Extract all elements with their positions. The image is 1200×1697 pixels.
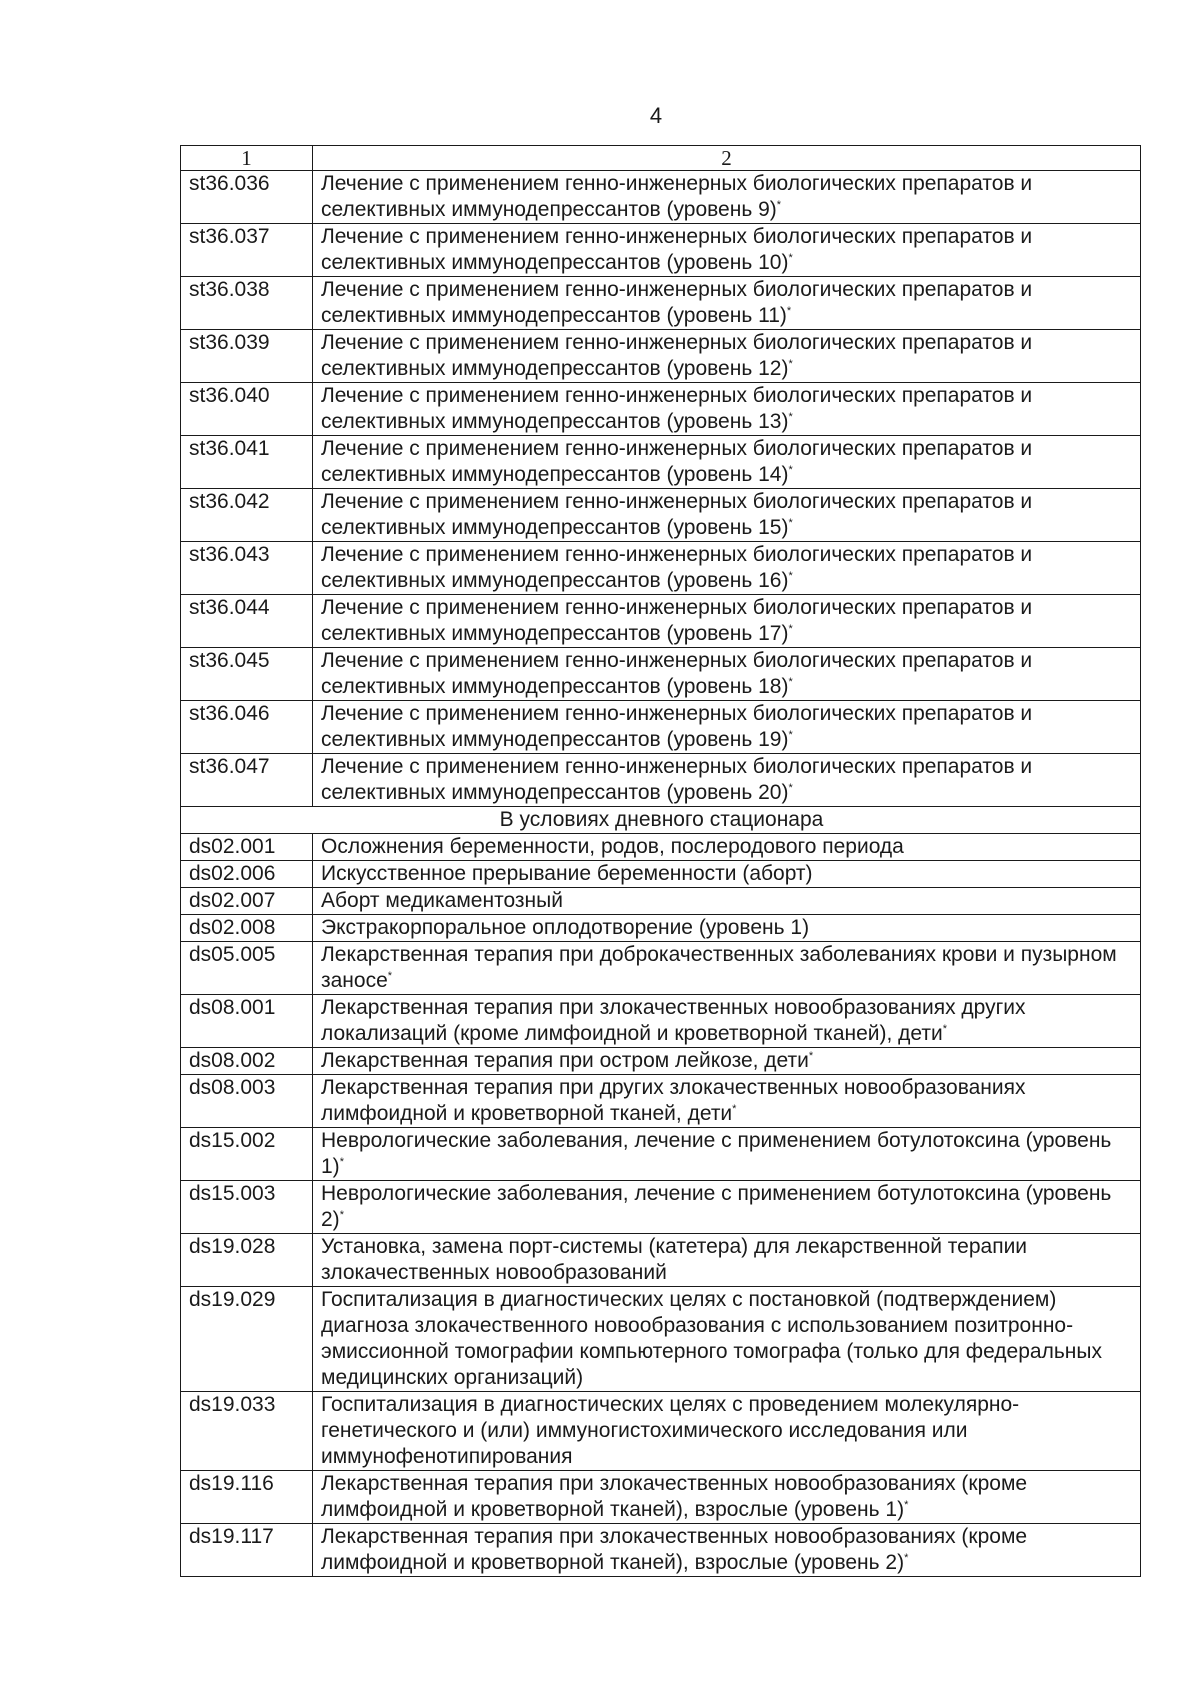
row-description — [313, 489, 1141, 542]
row-description — [313, 1234, 1141, 1287]
row-description-text: Лечение с применением генно-инженерных биологических препаратов и селективных иммунодепрессантов (уровень 10) — [321, 225, 1033, 274]
table-row — [181, 1234, 1141, 1287]
row-code: ds19.116 — [181, 1471, 313, 1524]
table-row — [181, 1471, 1141, 1524]
row-description-text: Аборт медикаментозный — [321, 889, 563, 912]
row-description — [313, 330, 1141, 383]
row-description — [313, 754, 1141, 807]
row-description — [313, 701, 1141, 754]
row-description-text: Лечение с применением генно-инженерных биологических препаратов и селективных иммунодепрессантов (уровень 11) — [321, 278, 1033, 327]
row-code: st36.044 — [181, 595, 313, 648]
table-header-row — [181, 146, 1141, 171]
row-description — [313, 834, 1141, 861]
row-code: ds02.007 — [181, 888, 313, 915]
table-row — [181, 542, 1141, 595]
row-code: ds05.005 — [181, 942, 313, 995]
table-row — [181, 1392, 1141, 1471]
footnote-marker: * — [339, 1156, 344, 1168]
row-description — [313, 995, 1141, 1048]
table-row — [181, 277, 1141, 330]
row-code: st36.042 — [181, 489, 313, 542]
table-row — [181, 1524, 1141, 1577]
table-row — [181, 834, 1141, 861]
row-code: st36.047 — [181, 754, 313, 807]
table-row — [181, 224, 1141, 277]
row-code: ds15.002 — [181, 1128, 313, 1181]
row-description-text: Лечение с применением генно-инженерных биологических препаратов и селективных иммунодепрессантов (уровень 18) — [321, 649, 1033, 698]
footnote-marker: * — [904, 1499, 909, 1511]
header-col-2: 2 — [313, 146, 1141, 171]
table-row — [181, 1128, 1141, 1181]
row-code: st36.039 — [181, 330, 313, 383]
footnote-marker: * — [788, 464, 793, 476]
row-code: st36.043 — [181, 542, 313, 595]
row-description — [313, 171, 1141, 224]
row-description-text: Лечение с применением генно-инженерных биологических препаратов и селективных иммунодепрессантов (уровень 16) — [321, 543, 1033, 592]
row-description — [313, 1392, 1141, 1471]
row-code: st36.045 — [181, 648, 313, 701]
table-row — [181, 861, 1141, 888]
table-row — [181, 330, 1141, 383]
footnote-marker: * — [788, 782, 793, 794]
section-header-row — [181, 807, 1141, 834]
row-code: ds08.003 — [181, 1075, 313, 1128]
row-code: st36.040 — [181, 383, 313, 436]
row-description — [313, 648, 1141, 701]
table-row — [181, 1287, 1141, 1392]
row-description-text: Госпитализация в диагностических целях с проведением молекулярно-генетического и (или) иммуногистохимического исследования или иммунофенотипирования — [321, 1393, 1020, 1468]
table-row — [181, 1075, 1141, 1128]
row-code: st36.046 — [181, 701, 313, 754]
row-description — [313, 542, 1141, 595]
table-row — [181, 701, 1141, 754]
table-row — [181, 995, 1141, 1048]
row-description-text: Осложнения беременности, родов, послеродового периода — [321, 835, 904, 858]
row-code: ds19.117 — [181, 1524, 313, 1577]
row-description — [313, 383, 1141, 436]
row-description-text: Лечение с применением генно-инженерных биологических препаратов и селективных иммунодепрессантов (уровень 19) — [321, 702, 1033, 751]
footnote-marker: * — [942, 1023, 948, 1035]
footnote-marker: * — [788, 411, 793, 423]
row-description-text: Лечение с применением генно-инженерных биологических препаратов и селективных иммунодепрессантов (уровень 9) — [321, 172, 1033, 221]
footnote-marker: * — [732, 1103, 737, 1115]
row-description-text: Неврологические заболевания, лечение с применением ботулотоксина (уровень 1) — [321, 1129, 1112, 1178]
row-description — [313, 1524, 1141, 1577]
row-description — [313, 224, 1141, 277]
row-description-text: Лекарственная терапия при злокачественных новообразованиях других локализаций (кроме лимфоидной и кроветворной тканей), дети — [321, 996, 1026, 1045]
row-description-text: Лечение с применением генно-инженерных биологических препаратов и селективных иммунодепрессантов (уровень 17) — [321, 596, 1033, 645]
row-code: ds08.001 — [181, 995, 313, 1048]
table-row — [181, 942, 1141, 995]
table-row — [181, 489, 1141, 542]
row-description — [313, 1048, 1141, 1075]
row-description — [313, 1471, 1141, 1524]
page-number: 4 — [649, 103, 663, 128]
table-row — [181, 915, 1141, 942]
row-description — [313, 277, 1141, 330]
row-description — [313, 861, 1141, 888]
row-code: st36.036 — [181, 171, 313, 224]
row-code: ds19.029 — [181, 1287, 313, 1392]
row-code: st36.041 — [181, 436, 313, 489]
footnote-marker: * — [339, 1209, 344, 1221]
footnote-marker: * — [788, 570, 793, 582]
table-row — [181, 595, 1141, 648]
row-code: ds19.028 — [181, 1234, 313, 1287]
row-description — [313, 942, 1141, 995]
row-description-text: Госпитализация в диагностических целях с постановкой (подтверждением) диагноза злокачественного новообразования с использованием позитронно-эмиссионной томографии компьютерного томографа (только для федеральных медицинских организаций) — [321, 1288, 1102, 1389]
footnote-marker: * — [788, 623, 793, 635]
row-description-text: Искусственное прерывание беременности (аборт) — [321, 862, 813, 885]
row-description-text: Лечение с применением генно-инженерных биологических препаратов и селективных иммунодепрессантов (уровень 15) — [321, 490, 1033, 539]
row-code: ds08.002 — [181, 1048, 313, 1075]
row-code: ds02.001 — [181, 834, 313, 861]
footnote-marker: * — [776, 199, 782, 211]
row-code: st36.037 — [181, 224, 313, 277]
footnote-marker: * — [788, 517, 793, 529]
row-description — [313, 1075, 1141, 1128]
row-description-text: Лекарственная терапия при злокачественных новообразованиях (кроме лимфоидной и кроветворной тканей), взрослые (уровень 2) — [321, 1525, 1028, 1574]
table-row — [181, 171, 1141, 224]
footnote-marker: * — [808, 1050, 814, 1062]
row-code: st36.038 — [181, 277, 313, 330]
row-code: ds02.006 — [181, 861, 313, 888]
row-description-text: Лекарственная терапия при остром лейкозе, дети — [321, 1049, 809, 1072]
table-row — [181, 383, 1141, 436]
table-row — [181, 1048, 1141, 1075]
row-description-text: Лекарственная терапия при других злокачественных новообразованиях лимфоидной и кроветворной тканей, дети — [321, 1076, 1026, 1125]
row-description — [313, 888, 1141, 915]
row-description-text: Лечение с применением генно-инженерных биологических препаратов и селективных иммунодепрессантов (уровень 13) — [321, 384, 1033, 433]
row-description — [313, 595, 1141, 648]
row-description-text: Лекарственная терапия при доброкачественных заболеваниях крови и пузырном заносе — [321, 943, 1117, 992]
row-description-text: Лечение с применением генно-инженерных биологических препаратов и селективных иммунодепрессантов (уровень 20) — [321, 755, 1033, 804]
section-title: В условиях дневного стационара — [181, 807, 1141, 834]
row-code: ds02.008 — [181, 915, 313, 942]
row-description — [313, 1181, 1141, 1234]
table-row — [181, 436, 1141, 489]
row-description-text: Лекарственная терапия при злокачественных новообразованиях (кроме лимфоидной и кроветворной тканей), взрослые (уровень 1) — [321, 1472, 1028, 1521]
footnote-marker: * — [387, 970, 393, 982]
row-code: ds15.003 — [181, 1181, 313, 1234]
row-description — [313, 1128, 1141, 1181]
table-row — [181, 888, 1141, 915]
row-code: ds19.033 — [181, 1392, 313, 1471]
table-row — [181, 754, 1141, 807]
footnote-marker: * — [788, 358, 793, 370]
row-description-text: Установка, замена порт-системы (катетера) для лекарственной терапии злокачественных новообразований — [321, 1235, 1028, 1284]
row-description-text: Неврологические заболевания, лечение с применением ботулотоксина (уровень 2) — [321, 1182, 1112, 1231]
row-description — [313, 436, 1141, 489]
footnote-marker: * — [788, 676, 793, 688]
row-description-text: Лечение с применением генно-инженерных биологических препаратов и селективных иммунодепрессантов (уровень 14) — [321, 437, 1033, 486]
tariff-table — [180, 145, 1141, 1577]
header-col-1: 1 — [181, 146, 313, 171]
table-row — [181, 648, 1141, 701]
footnote-marker: * — [788, 252, 793, 264]
row-description-text: Лечение с применением генно-инженерных биологических препаратов и селективных иммунодепрессантов (уровень 12) — [321, 331, 1033, 380]
row-description — [313, 915, 1141, 942]
footnote-marker: * — [904, 1552, 909, 1564]
footnote-marker: * — [788, 729, 793, 741]
row-description — [313, 1287, 1141, 1392]
footnote-marker: * — [786, 305, 792, 317]
table-row — [181, 1181, 1141, 1234]
row-description-text: Экстракорпоральное оплодотворение (уровень 1) — [321, 916, 810, 939]
